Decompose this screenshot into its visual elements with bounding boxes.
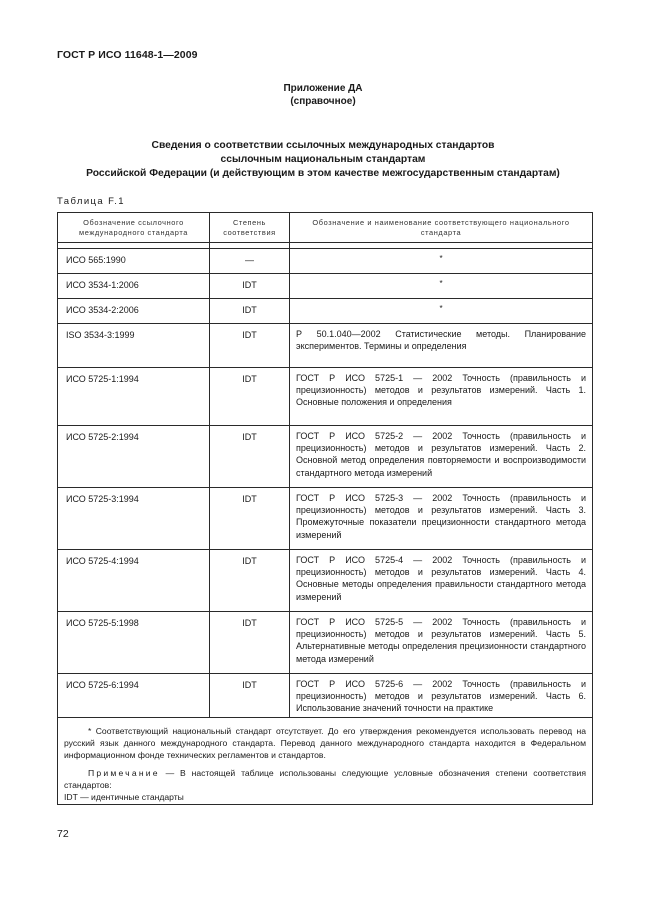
cell-degree: — [210,249,290,274]
cell-national: ГОСТ Р ИСО 5725-5 — 2002 Точность (правильность и прецизионность) методов и результатов измерений. Часть 5. Альтернативные методы определения прецизионности стандартного метода измерений [290,612,593,674]
cell-national: * [290,299,593,324]
table-row [58,550,593,612]
cell-degree: IDT [210,612,290,674]
note-label: Примечание [88,768,160,778]
cell-reference: ISO 3534-3:1999 [58,324,210,368]
table-row [58,324,593,368]
cell-degree: IDT [210,368,290,426]
cell-national: ГОСТ Р ИСО 5725-2 — 2002 Точность (правильность и прецизионность) методов и результатов измерений. Часть 2. Основной метод определения повторяемости и воспроизводимости стандартного метода измерений [290,426,593,488]
cell-degree: IDT [210,299,290,324]
table-notes [58,718,593,805]
table-row [58,426,593,488]
table-row [58,274,593,299]
cell-reference: ИСО 5725-1:1994 [58,368,210,426]
section-title-line-1: Сведения о соответствии ссылочных международных стандартов [151,140,495,151]
table-row [58,299,593,324]
cell-national: ГОСТ Р ИСО 5725-1 — 2002 Точность (правильность и прецизионность) методов и результатов измерений. Часть 1. Основные положения и определения [290,368,593,426]
table-row [58,612,593,674]
table-row [58,249,593,274]
appendix-title: Приложение ДА [283,83,363,94]
cell-national: Р 50.1.040—2002 Статистические методы. Планирование экспериментов. Термины и определения [290,324,593,368]
table-row [58,674,593,718]
footnote: * Соответствующий национальный стандарт отсутствует. До его утверждения рекомендуется использовать перевод на русский язык данного международного стандарта. Перевод данного международного стандарта находится в Федеральном информационном фонде технических регламентов и стандартов. [64,726,586,760]
section-title [0,139,646,181]
section-title-line-3: Российской Федерации (и действующим в этом качестве межгосударственным стандартам) [86,168,560,179]
document-code: ГОСТ Р ИСО 11648-1—2009 [57,49,198,61]
cell-degree: IDT [210,274,290,299]
appendix-heading [0,82,646,108]
cell-reference: ИСО 3534-1:2006 [58,274,210,299]
notes-row [58,718,593,805]
table-caption: Таблица F.1 [57,196,125,207]
column-header-degree: Степень соответствия [210,213,290,243]
cell-reference: ИСО 5725-2:1994 [58,426,210,488]
cell-degree: IDT [210,324,290,368]
cell-national: * [290,249,593,274]
cell-national: * [290,274,593,299]
note-text: — В настоящей таблице использованы следующие условные обозначения степени соответствия стандартов: [64,768,586,790]
table-row [58,368,593,426]
cell-reference: ИСО 3534-2:2006 [58,299,210,324]
appendix-subtitle: (справочное) [290,96,356,107]
cell-degree: IDT [210,674,290,718]
note [64,767,586,791]
cell-national: ГОСТ Р ИСО 5725-3 — 2002 Точность (правильность и прецизионность) методов и результатов измерений. Часть 3. Промежуточные показатели прецизионности стандартного метода измерений [290,488,593,550]
table-row [58,488,593,550]
cell-degree: IDT [210,426,290,488]
cell-reference: ИСО 5725-5:1998 [58,612,210,674]
page-number: 72 [57,828,69,840]
correspondence-table [57,212,593,805]
cell-national: ГОСТ Р ИСО 5725-4 — 2002 Точность (правильность и прецизионность) методов и результатов измерений. Часть 4. Основные методы определения правильности стандартного метода измерений [290,550,593,612]
column-header-reference: Обозначение ссылочного международного стандарта [58,213,210,243]
note-idt: IDT — идентичные стандарты [64,792,184,802]
cell-reference: ИСО 5725-4:1994 [58,550,210,612]
section-title-line-2: ссылочным национальным стандартам [220,154,426,165]
cell-reference: ИСО 565:1990 [58,249,210,274]
cell-degree: IDT [210,488,290,550]
cell-national: ГОСТ Р ИСО 5725-6 — 2002 Точность (правильность и прецизионность) методов и результатов измерений. Часть 6. Использование значений точности на практике [290,674,593,718]
cell-degree: IDT [210,550,290,612]
cell-reference: ИСО 5725-3:1994 [58,488,210,550]
cell-reference: ИСО 5725-6:1994 [58,674,210,718]
column-header-national: Обозначение и наименование соответствующего национального стандарта [290,213,593,243]
